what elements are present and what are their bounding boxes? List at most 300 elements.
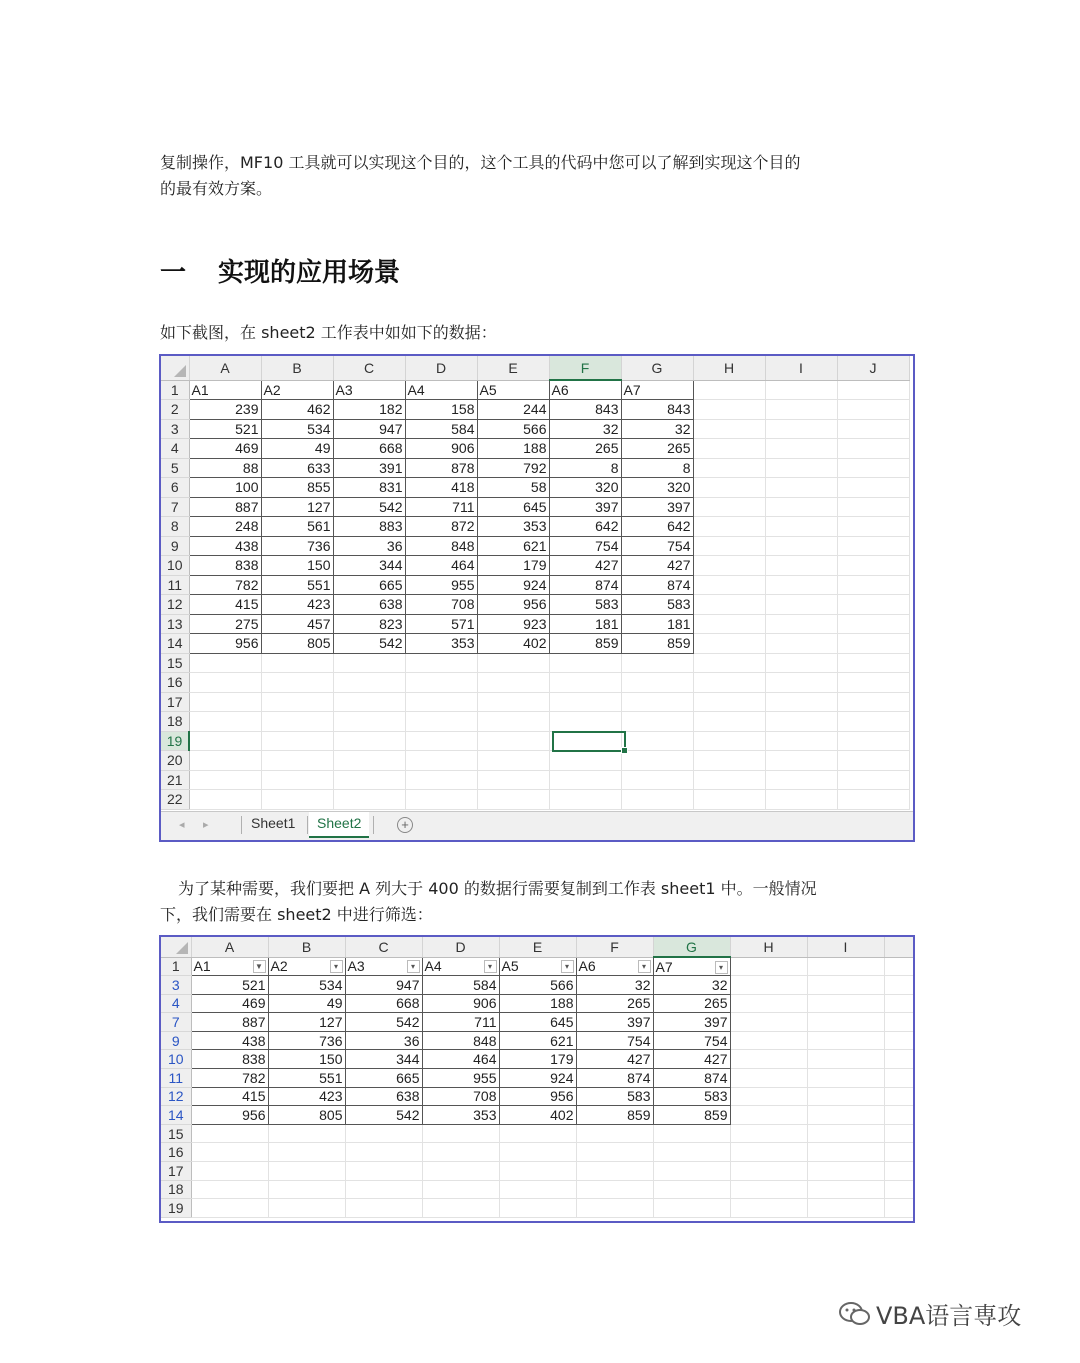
data-cell[interactable]: 923 (477, 614, 549, 634)
empty-cell[interactable] (693, 380, 765, 400)
data-cell[interactable]: 397 (653, 1013, 730, 1032)
empty-cell[interactable] (405, 712, 477, 732)
empty-cell[interactable] (345, 1143, 422, 1162)
empty-cell[interactable] (189, 692, 261, 712)
row-header[interactable]: 15 (161, 653, 189, 673)
empty-cell[interactable] (499, 1124, 576, 1143)
empty-cell[interactable] (268, 1180, 345, 1199)
empty-cell[interactable] (189, 673, 261, 693)
data-cell[interactable]: 859 (621, 634, 693, 654)
data-cell[interactable]: 792 (477, 458, 549, 478)
data-cell[interactable]: 956 (189, 634, 261, 654)
data-cell[interactable]: 100 (189, 478, 261, 498)
empty-cell[interactable] (807, 976, 884, 995)
row-header[interactable]: 16 (161, 1143, 191, 1162)
data-cell[interactable]: 561 (261, 517, 333, 537)
empty-cell[interactable] (837, 517, 909, 537)
column-header-E[interactable]: E (477, 356, 549, 380)
data-cell[interactable]: 397 (576, 1013, 653, 1032)
empty-cell[interactable] (837, 712, 909, 732)
empty-cell[interactable] (837, 536, 909, 556)
column-header-C[interactable]: C (345, 937, 422, 957)
data-cell[interactable]: 265 (621, 439, 693, 459)
empty-cell[interactable] (422, 1180, 499, 1199)
empty-cell[interactable] (499, 1180, 576, 1199)
empty-cell[interactable] (837, 400, 909, 420)
header-cell[interactable] (653, 957, 730, 976)
empty-cell[interactable] (422, 1162, 499, 1181)
empty-cell[interactable] (189, 770, 261, 790)
empty-cell[interactable] (621, 790, 693, 810)
empty-cell[interactable] (405, 731, 477, 751)
empty-cell[interactable] (653, 1180, 730, 1199)
empty-cell[interactable] (837, 478, 909, 498)
column-header-B[interactable]: B (261, 356, 333, 380)
data-cell[interactable]: 150 (268, 1050, 345, 1069)
data-cell[interactable]: 571 (405, 614, 477, 634)
empty-cell[interactable] (261, 751, 333, 771)
empty-cell[interactable] (807, 957, 884, 976)
data-cell[interactable]: 239 (189, 400, 261, 420)
row-header[interactable]: 19 (161, 731, 189, 751)
empty-cell[interactable] (333, 673, 405, 693)
data-cell[interactable]: 859 (576, 1106, 653, 1125)
data-cell[interactable]: 955 (405, 575, 477, 595)
empty-cell[interactable] (499, 1162, 576, 1181)
tab-sheet1[interactable]: Sheet1 (251, 815, 296, 831)
empty-cell[interactable] (837, 497, 909, 517)
empty-cell[interactable] (807, 1087, 884, 1106)
empty-cell[interactable] (693, 556, 765, 576)
data-cell[interactable]: 423 (268, 1087, 345, 1106)
row-header[interactable]: 11 (161, 1069, 191, 1088)
row-header[interactable]: 9 (161, 1031, 191, 1050)
data-cell[interactable]: 158 (405, 400, 477, 420)
empty-cell[interactable] (345, 1199, 422, 1218)
data-cell[interactable]: 32 (576, 976, 653, 995)
empty-cell[interactable] (807, 1031, 884, 1050)
select-all-corner[interactable] (161, 356, 189, 380)
data-cell[interactable]: 583 (653, 1087, 730, 1106)
data-cell[interactable]: 32 (621, 419, 693, 439)
data-cell[interactable]: 874 (621, 575, 693, 595)
empty-cell[interactable] (837, 556, 909, 576)
data-cell[interactable]: 805 (261, 634, 333, 654)
empty-cell[interactable] (693, 595, 765, 615)
data-cell[interactable]: 583 (549, 595, 621, 615)
empty-cell[interactable] (837, 692, 909, 712)
empty-cell[interactable] (693, 790, 765, 810)
data-cell[interactable]: 924 (477, 575, 549, 595)
header-cell[interactable]: A2 (261, 380, 333, 400)
empty-cell[interactable] (837, 790, 909, 810)
data-cell[interactable]: 956 (477, 595, 549, 615)
empty-cell[interactable] (807, 1050, 884, 1069)
data-cell[interactable]: 584 (422, 976, 499, 995)
empty-cell[interactable] (730, 1106, 807, 1125)
empty-cell[interactable] (189, 712, 261, 732)
data-cell[interactable]: 127 (268, 1013, 345, 1032)
data-cell[interactable]: 464 (422, 1050, 499, 1069)
data-cell[interactable]: 344 (333, 556, 405, 576)
empty-cell[interactable] (405, 770, 477, 790)
column-header-D[interactable]: D (422, 937, 499, 957)
empty-cell[interactable] (807, 1013, 884, 1032)
header-cell[interactable]: A4 (405, 380, 477, 400)
data-cell[interactable]: 711 (405, 497, 477, 517)
empty-cell[interactable] (693, 439, 765, 459)
column-header-F[interactable]: F (549, 356, 621, 380)
data-cell[interactable]: 754 (653, 1031, 730, 1050)
data-cell[interactable]: 736 (268, 1031, 345, 1050)
empty-cell[interactable] (765, 419, 837, 439)
empty-cell[interactable] (730, 1124, 807, 1143)
empty-cell[interactable] (621, 731, 693, 751)
column-header-G[interactable]: G (653, 937, 730, 957)
data-cell[interactable]: 427 (576, 1050, 653, 1069)
empty-cell[interactable] (576, 1124, 653, 1143)
data-cell[interactable]: 708 (422, 1087, 499, 1106)
empty-cell[interactable] (807, 1162, 884, 1181)
empty-cell[interactable] (653, 1162, 730, 1181)
empty-cell[interactable] (693, 575, 765, 595)
header-cell[interactable]: A6 (549, 380, 621, 400)
empty-cell[interactable] (837, 439, 909, 459)
empty-cell[interactable] (653, 1124, 730, 1143)
data-cell[interactable]: 179 (499, 1050, 576, 1069)
data-cell[interactable]: 754 (621, 536, 693, 556)
empty-cell[interactable] (333, 692, 405, 712)
data-cell[interactable]: 542 (333, 497, 405, 517)
empty-cell[interactable] (693, 400, 765, 420)
empty-cell[interactable] (693, 497, 765, 517)
empty-cell[interactable] (730, 957, 807, 976)
empty-cell[interactable] (765, 614, 837, 634)
data-cell[interactable]: 708 (405, 595, 477, 615)
empty-cell[interactable] (621, 653, 693, 673)
empty-cell[interactable] (730, 1143, 807, 1162)
data-cell[interactable]: 947 (333, 419, 405, 439)
data-cell[interactable]: 188 (477, 439, 549, 459)
empty-cell[interactable] (693, 634, 765, 654)
data-cell[interactable]: 831 (333, 478, 405, 498)
empty-cell[interactable] (422, 1199, 499, 1218)
empty-cell[interactable] (191, 1143, 268, 1162)
tab-next-icon[interactable]: ▸ (203, 819, 209, 831)
data-cell[interactable]: 58 (477, 478, 549, 498)
row-header[interactable]: 4 (161, 439, 189, 459)
empty-cell[interactable] (765, 439, 837, 459)
row-header[interactable]: 7 (161, 497, 189, 517)
tab-sheet2[interactable]: Sheet2 (309, 812, 369, 838)
empty-cell[interactable] (268, 1143, 345, 1162)
data-cell[interactable]: 320 (549, 478, 621, 498)
empty-cell[interactable] (807, 1069, 884, 1088)
empty-cell[interactable] (549, 770, 621, 790)
header-cell[interactable] (576, 957, 653, 976)
empty-cell[interactable] (549, 790, 621, 810)
header-cell[interactable] (268, 957, 345, 976)
empty-cell[interactable] (576, 1180, 653, 1199)
empty-cell[interactable] (765, 458, 837, 478)
empty-cell[interactable] (730, 1162, 807, 1181)
empty-cell[interactable] (730, 994, 807, 1013)
empty-cell[interactable] (333, 712, 405, 732)
empty-cell[interactable] (422, 1143, 499, 1162)
empty-cell[interactable] (837, 731, 909, 751)
empty-cell[interactable] (837, 751, 909, 771)
data-cell[interactable]: 736 (261, 536, 333, 556)
empty-cell[interactable] (693, 692, 765, 712)
empty-cell[interactable] (837, 614, 909, 634)
empty-cell[interactable] (333, 770, 405, 790)
data-cell[interactable]: 265 (549, 439, 621, 459)
data-cell[interactable]: 418 (405, 478, 477, 498)
data-cell[interactable]: 248 (189, 517, 261, 537)
row-header[interactable]: 2 (161, 400, 189, 420)
empty-cell[interactable] (837, 380, 909, 400)
empty-cell[interactable] (477, 770, 549, 790)
data-cell[interactable]: 150 (261, 556, 333, 576)
data-cell[interactable]: 754 (549, 536, 621, 556)
data-cell[interactable]: 838 (189, 556, 261, 576)
empty-cell[interactable] (261, 790, 333, 810)
row-header[interactable]: 11 (161, 575, 189, 595)
row-header[interactable]: 18 (161, 712, 189, 732)
active-cell-F19[interactable] (552, 731, 626, 752)
data-cell[interactable]: 402 (477, 634, 549, 654)
empty-cell[interactable] (765, 556, 837, 576)
row-header[interactable]: 13 (161, 614, 189, 634)
empty-cell[interactable] (191, 1199, 268, 1218)
empty-cell[interactable] (693, 731, 765, 751)
data-cell[interactable]: 8 (621, 458, 693, 478)
data-cell[interactable]: 397 (549, 497, 621, 517)
empty-cell[interactable] (837, 419, 909, 439)
empty-cell[interactable] (884, 1124, 915, 1143)
data-cell[interactable]: 924 (499, 1069, 576, 1088)
empty-cell[interactable] (191, 1180, 268, 1199)
empty-cell[interactable] (693, 673, 765, 693)
empty-cell[interactable] (333, 751, 405, 771)
data-cell[interactable]: 566 (499, 976, 576, 995)
row-header[interactable]: 3 (161, 419, 189, 439)
empty-cell[interactable] (189, 751, 261, 771)
empty-cell[interactable] (693, 751, 765, 771)
data-cell[interactable]: 906 (405, 439, 477, 459)
data-cell[interactable]: 566 (477, 419, 549, 439)
data-cell[interactable]: 265 (576, 994, 653, 1013)
data-cell[interactable]: 127 (261, 497, 333, 517)
empty-cell[interactable] (837, 673, 909, 693)
empty-cell[interactable] (884, 1143, 915, 1162)
row-header[interactable]: 12 (161, 595, 189, 615)
empty-cell[interactable] (191, 1124, 268, 1143)
data-cell[interactable]: 427 (549, 556, 621, 576)
data-cell[interactable]: 415 (189, 595, 261, 615)
column-header-A[interactable]: A (191, 937, 268, 957)
data-cell[interactable]: 438 (191, 1031, 268, 1050)
empty-cell[interactable] (333, 731, 405, 751)
data-cell[interactable]: 665 (333, 575, 405, 595)
data-cell[interactable]: 36 (345, 1031, 422, 1050)
data-cell[interactable]: 823 (333, 614, 405, 634)
empty-cell[interactable] (189, 653, 261, 673)
data-cell[interactable]: 353 (477, 517, 549, 537)
empty-cell[interactable] (405, 653, 477, 673)
data-cell[interactable]: 542 (345, 1013, 422, 1032)
column-header-F[interactable]: F (576, 937, 653, 957)
data-cell[interactable]: 583 (576, 1087, 653, 1106)
data-cell[interactable]: 668 (345, 994, 422, 1013)
empty-cell[interactable] (693, 770, 765, 790)
empty-cell[interactable] (730, 1180, 807, 1199)
empty-cell[interactable] (807, 1106, 884, 1125)
data-cell[interactable]: 855 (261, 478, 333, 498)
row-header[interactable]: 14 (161, 634, 189, 654)
data-cell[interactable]: 521 (191, 976, 268, 995)
select-all-corner[interactable] (161, 937, 191, 957)
data-cell[interactable]: 457 (261, 614, 333, 634)
row-header[interactable]: 17 (161, 1162, 191, 1181)
data-cell[interactable]: 8 (549, 458, 621, 478)
data-cell[interactable]: 464 (405, 556, 477, 576)
data-cell[interactable]: 320 (621, 478, 693, 498)
column-header-E[interactable]: E (499, 937, 576, 957)
filter-active-icon[interactable]: ▼ (253, 960, 266, 973)
data-cell[interactable]: 645 (499, 1013, 576, 1032)
data-cell[interactable]: 415 (191, 1087, 268, 1106)
empty-cell[interactable] (807, 1124, 884, 1143)
row-header[interactable]: 17 (161, 692, 189, 712)
row-header[interactable]: 6 (161, 478, 189, 498)
empty-cell[interactable] (730, 1050, 807, 1069)
empty-cell[interactable] (405, 790, 477, 810)
empty-cell[interactable] (191, 1162, 268, 1181)
empty-cell[interactable] (549, 653, 621, 673)
column-header-C[interactable]: C (333, 356, 405, 380)
column-header-D[interactable]: D (405, 356, 477, 380)
data-cell[interactable]: 805 (268, 1106, 345, 1125)
column-header-B[interactable]: B (268, 937, 345, 957)
empty-cell[interactable] (621, 692, 693, 712)
data-cell[interactable]: 469 (189, 439, 261, 459)
header-cell[interactable] (191, 957, 268, 976)
row-header[interactable]: 1 (161, 380, 189, 400)
data-cell[interactable]: 353 (422, 1106, 499, 1125)
data-cell[interactable]: 874 (549, 575, 621, 595)
empty-cell[interactable] (837, 634, 909, 654)
empty-cell[interactable] (765, 575, 837, 595)
data-cell[interactable]: 638 (345, 1087, 422, 1106)
empty-cell[interactable] (884, 1180, 915, 1199)
empty-cell[interactable] (730, 1087, 807, 1106)
empty-cell[interactable] (730, 1013, 807, 1032)
data-cell[interactable]: 874 (653, 1069, 730, 1088)
row-header[interactable]: 20 (161, 751, 189, 771)
empty-cell[interactable] (837, 595, 909, 615)
data-cell[interactable]: 181 (549, 614, 621, 634)
column-header-G[interactable]: G (621, 356, 693, 380)
empty-cell[interactable] (884, 976, 915, 995)
empty-cell[interactable] (765, 770, 837, 790)
empty-cell[interactable] (693, 712, 765, 732)
data-cell[interactable]: 469 (191, 994, 268, 1013)
empty-cell[interactable] (884, 1031, 915, 1050)
empty-cell[interactable] (765, 751, 837, 771)
empty-cell[interactable] (884, 1199, 915, 1218)
empty-cell[interactable] (261, 692, 333, 712)
empty-cell[interactable] (189, 731, 261, 751)
empty-cell[interactable] (477, 731, 549, 751)
data-cell[interactable]: 49 (268, 994, 345, 1013)
empty-cell[interactable] (499, 1143, 576, 1162)
data-cell[interactable]: 182 (333, 400, 405, 420)
data-cell[interactable]: 275 (189, 614, 261, 634)
filter-dropdown-icon[interactable]: ▾ (561, 960, 574, 973)
header-cell[interactable] (499, 957, 576, 976)
data-cell[interactable]: 843 (549, 400, 621, 420)
empty-cell[interactable] (549, 673, 621, 693)
empty-cell[interactable] (268, 1162, 345, 1181)
data-cell[interactable]: 887 (191, 1013, 268, 1032)
data-cell[interactable]: 551 (261, 575, 333, 595)
data-cell[interactable]: 32 (653, 976, 730, 995)
empty-cell[interactable] (268, 1124, 345, 1143)
empty-cell[interactable] (345, 1162, 422, 1181)
empty-cell[interactable] (884, 1106, 915, 1125)
header-cell[interactable]: A3 (333, 380, 405, 400)
data-cell[interactable]: 874 (576, 1069, 653, 1088)
header-cell[interactable] (345, 957, 422, 976)
row-header[interactable]: 7 (161, 1013, 191, 1032)
empty-cell[interactable] (765, 497, 837, 517)
empty-cell[interactable] (653, 1143, 730, 1162)
column-header-H[interactable]: H (730, 937, 807, 957)
empty-cell[interactable] (621, 673, 693, 693)
data-cell[interactable]: 645 (477, 497, 549, 517)
data-cell[interactable]: 838 (191, 1050, 268, 1069)
data-cell[interactable]: 621 (499, 1031, 576, 1050)
row-header[interactable]: 1 (161, 957, 191, 976)
empty-cell[interactable] (477, 751, 549, 771)
empty-cell[interactable] (765, 595, 837, 615)
empty-cell[interactable] (345, 1124, 422, 1143)
row-header[interactable]: 4 (161, 994, 191, 1013)
row-header[interactable]: 16 (161, 673, 189, 693)
empty-cell[interactable] (765, 673, 837, 693)
empty-cell[interactable] (693, 653, 765, 673)
data-cell[interactable]: 265 (653, 994, 730, 1013)
empty-cell[interactable] (730, 1031, 807, 1050)
row-header[interactable]: 12 (161, 1087, 191, 1106)
empty-cell[interactable] (477, 692, 549, 712)
empty-cell[interactable] (693, 536, 765, 556)
data-cell[interactable]: 542 (345, 1106, 422, 1125)
data-cell[interactable]: 782 (191, 1069, 268, 1088)
empty-cell[interactable] (693, 478, 765, 498)
empty-cell[interactable] (477, 653, 549, 673)
data-cell[interactable]: 642 (549, 517, 621, 537)
empty-cell[interactable] (730, 976, 807, 995)
data-cell[interactable]: 521 (189, 419, 261, 439)
empty-cell[interactable] (807, 1143, 884, 1162)
data-cell[interactable]: 353 (405, 634, 477, 654)
empty-cell[interactable] (884, 1162, 915, 1181)
empty-cell[interactable] (405, 673, 477, 693)
filter-dropdown-icon[interactable]: ▾ (330, 960, 343, 973)
row-header[interactable]: 3 (161, 976, 191, 995)
